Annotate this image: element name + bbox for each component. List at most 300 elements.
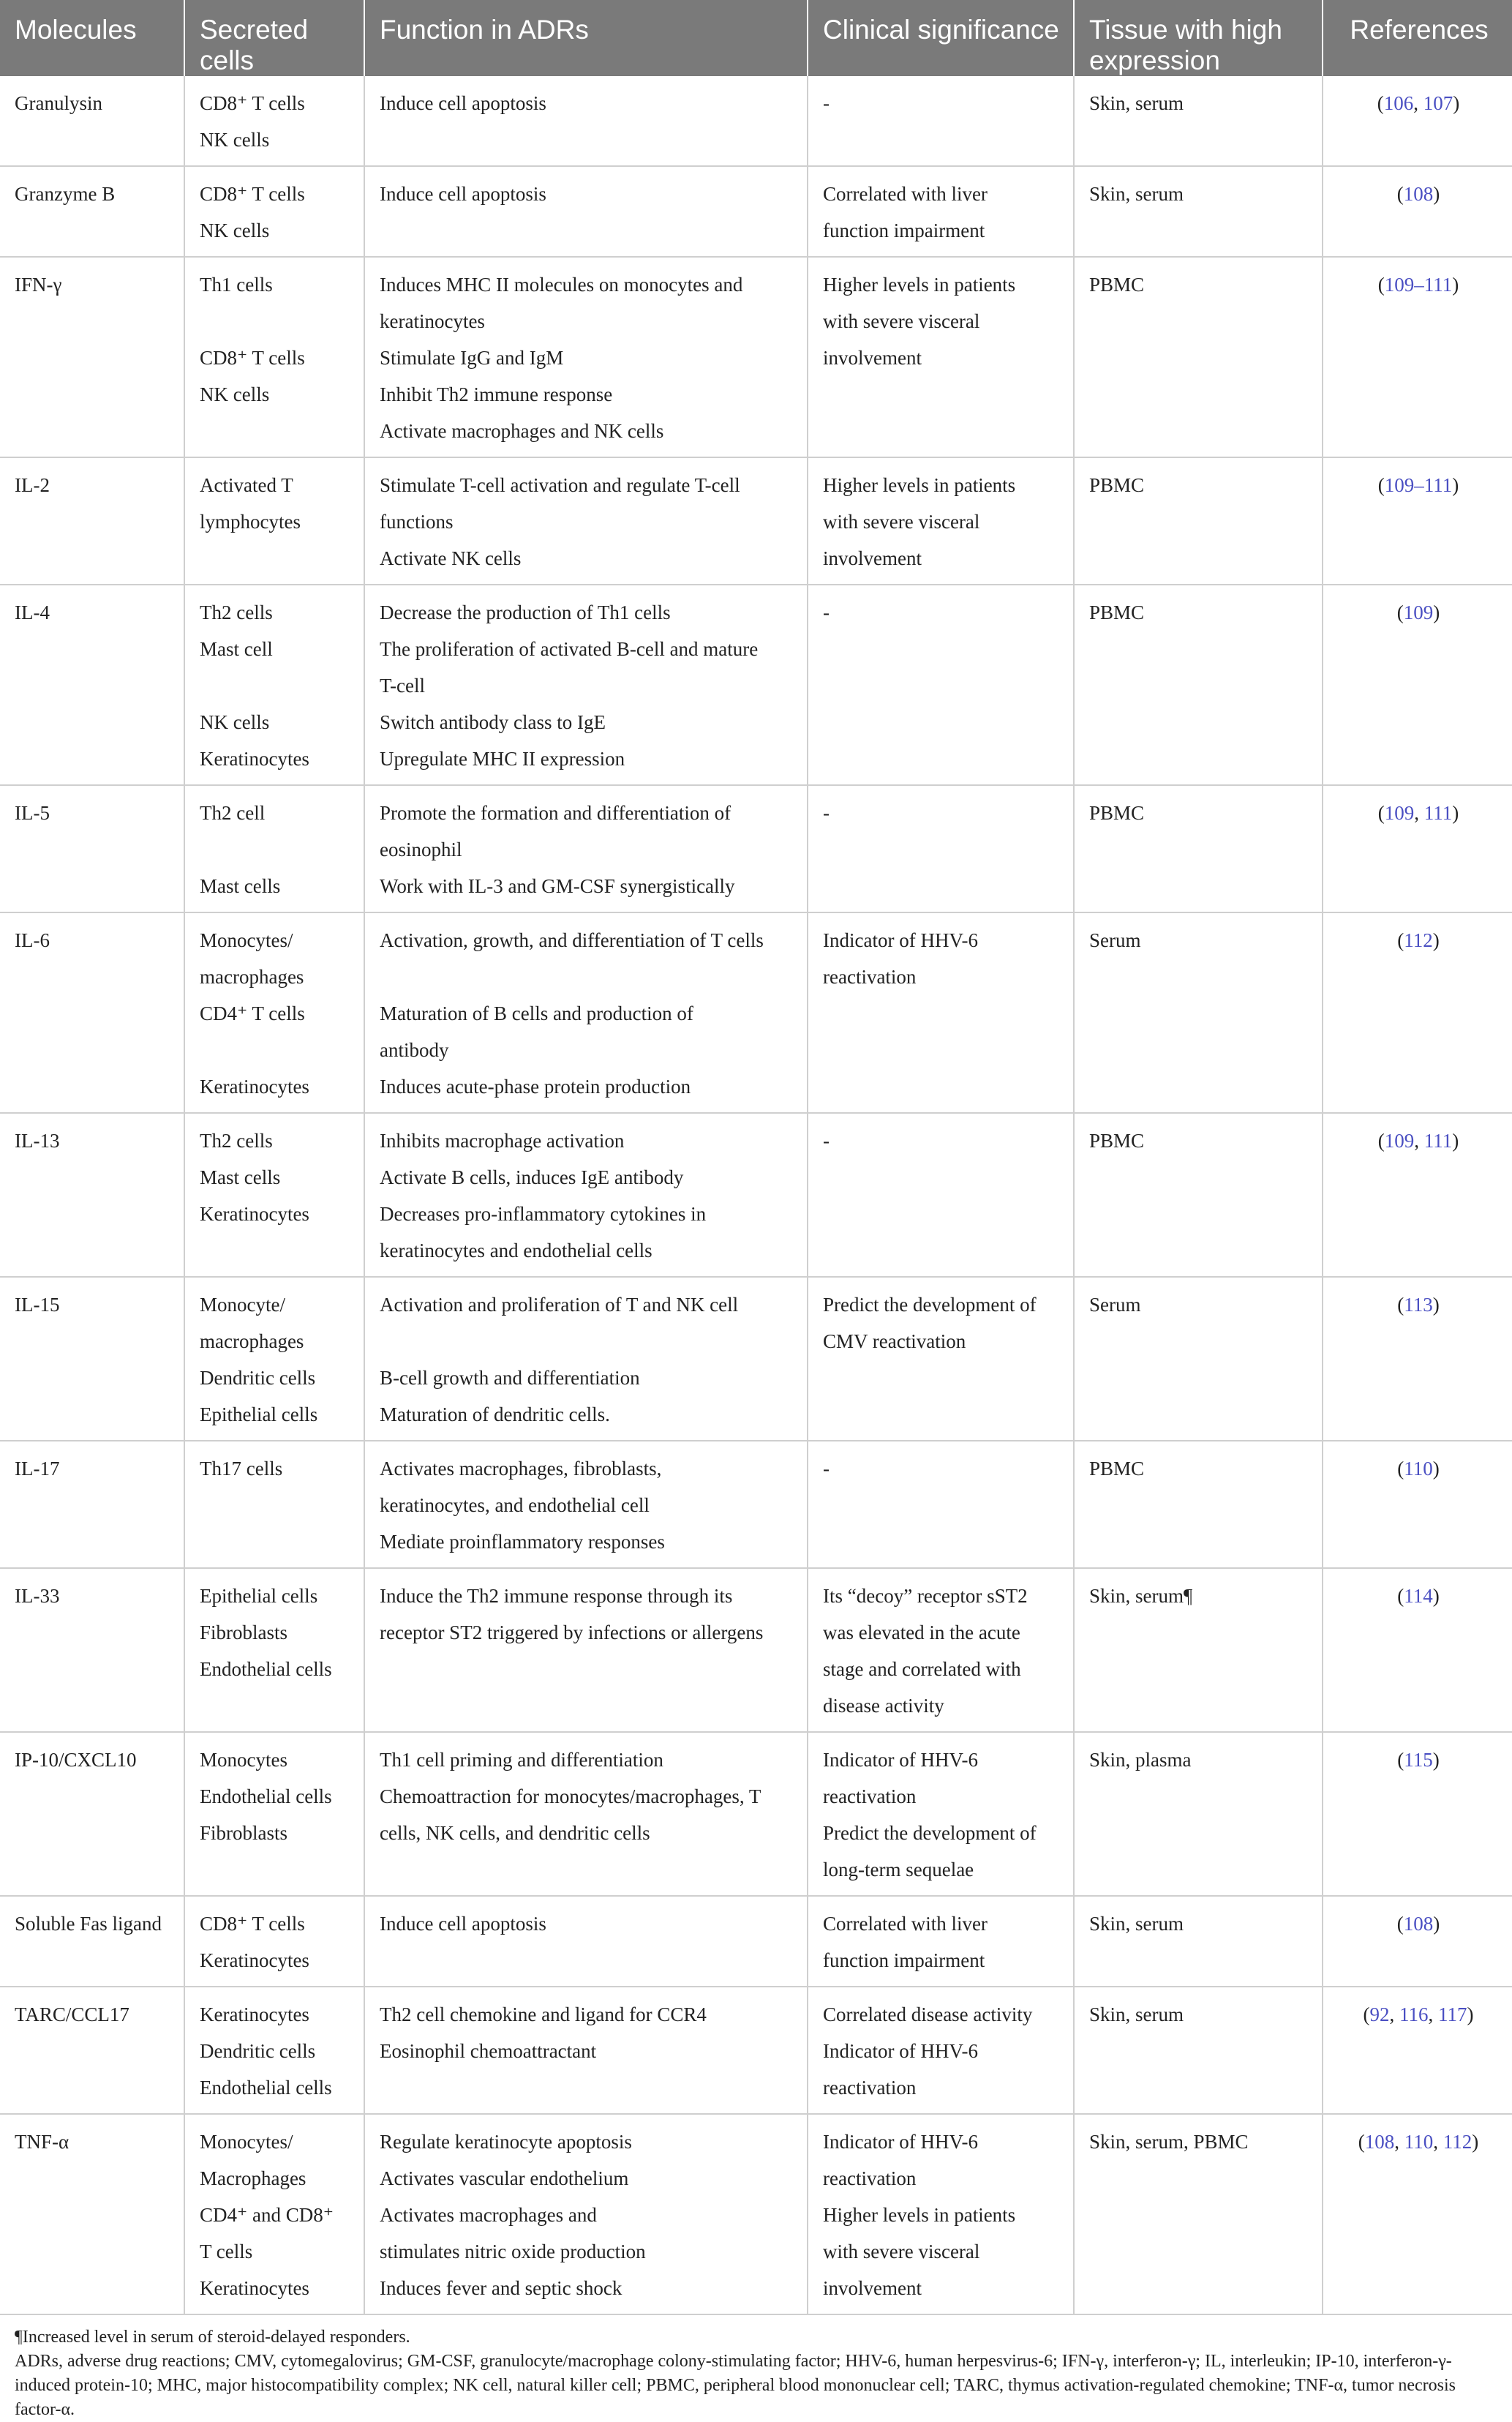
cell-molecule — [0, 585, 184, 785]
cell-secreted-cells — [184, 1441, 364, 1568]
reference-link[interactable]: 106 — [1383, 92, 1414, 114]
cell-function — [364, 912, 808, 1113]
cell-tissue — [1074, 1113, 1323, 1277]
secreted-cells-line: Epithelial cells — [200, 1403, 318, 1425]
function-line: Upregulate MHC II expression — [380, 748, 625, 770]
reference-link[interactable]: 111 — [1423, 1130, 1453, 1152]
cell-tissue — [1074, 1896, 1323, 1987]
cell-clinical-significance — [808, 1277, 1074, 1441]
function-line: Promote the formation and differentiation of — [380, 802, 731, 824]
reference-link[interactable]: 109 — [1384, 1130, 1415, 1152]
secreted-cells-line: macrophages — [200, 1330, 304, 1352]
function-line: stimulates nitric oxide production — [380, 2241, 646, 2262]
function-line: Decrease the production of Th1 cells — [380, 601, 671, 623]
secreted-cells-line — [200, 1851, 350, 1888]
table-header-row — [0, 0, 1512, 76]
table-body — [0, 76, 1512, 2314]
cell-references — [1323, 1568, 1512, 1732]
secreted-cells-line: Th2 cell — [200, 802, 266, 824]
secreted-cells-line: Keratinocytes — [200, 1076, 309, 1098]
function-line: cells, NK cells, and dendritic cells — [380, 1822, 650, 1844]
cell-secreted-cells — [184, 1277, 364, 1441]
cell-secreted-cells — [184, 1568, 364, 1732]
cell-references — [1323, 912, 1512, 1113]
clinical-significance-line: Predict the development of — [823, 1294, 1037, 1316]
molecule-name: TNF-α — [15, 2131, 69, 2153]
reference-link[interactable]: 113 — [1404, 1294, 1433, 1316]
function-line: Decreases pro-inflammatory cytokines in — [380, 1203, 707, 1225]
cell-clinical-significance — [808, 457, 1074, 585]
tissue-line: PBMC — [1089, 474, 1145, 496]
secreted-cells-line: Th1 cells — [200, 274, 273, 296]
molecule-name: IL-4 — [15, 601, 50, 623]
clinical-significance-line: involvement — [823, 547, 922, 569]
cell-tissue — [1074, 1987, 1323, 2114]
cell-function — [364, 1441, 808, 1568]
secreted-cells-line: Keratinocytes — [200, 2003, 309, 2025]
reference-link[interactable]: 109 — [1384, 802, 1415, 824]
cell-function — [364, 457, 808, 585]
table-row — [0, 457, 1512, 585]
tissue-line: Skin, serum, PBMC — [1089, 2131, 1249, 2153]
cell-secreted-cells — [184, 585, 364, 785]
secreted-cells-line: Mast cells — [200, 875, 281, 897]
function-line: Stimulate IgG and IgM — [380, 347, 564, 369]
reference-list: (108) — [1396, 183, 1440, 205]
secreted-cells-line: Dendritic cells — [200, 1367, 316, 1389]
molecule-name: IL-13 — [15, 1130, 60, 1152]
reference-link[interactable]: 116 — [1399, 2003, 1429, 2025]
cell-references — [1323, 1113, 1512, 1277]
function-line: Maturation of dendritic cells. — [380, 1403, 610, 1425]
clinical-significance-line: - — [823, 1130, 830, 1152]
function-line: Induces fever and septic shock — [380, 2277, 623, 2299]
cell-function — [364, 1987, 808, 2114]
reference-list: (109–111) — [1377, 474, 1459, 496]
molecule-name: Granulysin — [15, 92, 102, 114]
clinical-significance-line: involvement — [823, 347, 922, 369]
function-line: Chemoattraction for monocytes/macrophages, T — [380, 1785, 761, 1807]
clinical-significance-line: - — [823, 1458, 830, 1480]
secreted-cells-line: T cells — [200, 2241, 253, 2262]
table-row — [0, 785, 1512, 912]
header-clinical-significance: Clinical significance — [808, 0, 1074, 76]
cell-references — [1323, 457, 1512, 585]
cell-references — [1323, 585, 1512, 785]
cell-references — [1323, 166, 1512, 257]
cell-secreted-cells — [184, 1896, 364, 1987]
cell-clinical-significance — [808, 1568, 1074, 1732]
cell-function — [364, 257, 808, 457]
cell-molecule — [0, 1896, 184, 1987]
secreted-cells-line: Fibroblasts — [200, 1621, 288, 1643]
cell-references — [1323, 1987, 1512, 2114]
cell-references — [1323, 1732, 1512, 1896]
cell-function — [364, 1896, 808, 1987]
clinical-significance-line: long-term sequelae — [823, 1859, 974, 1881]
secreted-cells-line: Mast cells — [200, 1166, 281, 1188]
secreted-cells-line — [200, 413, 350, 449]
secreted-cells-line — [200, 540, 350, 577]
clinical-significance-line: was elevated in the acute — [823, 1621, 1020, 1643]
function-line: Activates macrophages, fibroblasts, — [380, 1458, 662, 1480]
secreted-cells-line — [200, 667, 350, 704]
function-line: Induce the Th2 immune response through its — [380, 1585, 733, 1607]
reference-list: (110) — [1397, 1458, 1440, 1480]
cell-secreted-cells — [184, 76, 364, 166]
reference-link[interactable]: 111 — [1423, 802, 1453, 824]
cell-tissue — [1074, 912, 1323, 1113]
reference-link[interactable]: 109–111 — [1384, 474, 1453, 496]
cell-molecule — [0, 1732, 184, 1896]
clinical-significance-line: Indicator of HHV-6 — [823, 929, 978, 951]
secreted-cells-line: Endothelial cells — [200, 1658, 332, 1680]
secreted-cells-line: NK cells — [200, 711, 270, 733]
clinical-significance-line: Indicator of HHV-6 — [823, 2040, 978, 2062]
table-row — [0, 1441, 1512, 1568]
table-row — [0, 2114, 1512, 2314]
clinical-significance-line: stage and correlated with — [823, 1658, 1021, 1680]
reference-list: (106, 107) — [1377, 92, 1460, 114]
function-line: keratinocytes, and endothelial cell — [380, 1494, 650, 1516]
cell-clinical-significance — [808, 785, 1074, 912]
secreted-cells-line: Monocytes — [200, 1749, 287, 1771]
function-line: functions — [380, 511, 454, 533]
function-line: Induce cell apoptosis — [380, 92, 546, 114]
cell-function — [364, 1113, 808, 1277]
cell-secreted-cells — [184, 257, 364, 457]
secreted-cells-line: Mast cell — [200, 638, 273, 660]
molecule-name: IL-17 — [15, 1458, 60, 1480]
cell-tissue — [1074, 166, 1323, 257]
reference-list: (109–111) — [1377, 274, 1459, 296]
clinical-significance-line: reactivation — [823, 2167, 917, 2189]
clinical-significance-line: CMV reactivation — [823, 1330, 966, 1352]
molecule-name: IP-10/CXCL10 — [15, 1749, 137, 1771]
secreted-cells-line: Macrophages — [200, 2167, 306, 2189]
table-row — [0, 1113, 1512, 1277]
clinical-significance-line — [823, 121, 1060, 158]
cell-secreted-cells — [184, 1113, 364, 1277]
footnote-symbol: ¶Increased level in serum of steroid-delayed responders. — [15, 2328, 410, 2347]
tissue-line: Serum — [1089, 1294, 1141, 1316]
secreted-cells-line: lymphocytes — [200, 511, 301, 533]
tissue-line: Skin, serum — [1089, 92, 1184, 114]
cell-function — [364, 785, 808, 912]
secreted-cells-line: Th2 cells — [200, 601, 273, 623]
clinical-significance-line: - — [823, 802, 830, 824]
molecule-name: IL-5 — [15, 802, 50, 824]
secreted-cells-line: Activated T — [200, 474, 293, 496]
function-line: Inhibits macrophage activation — [380, 1130, 625, 1152]
cell-clinical-significance — [808, 2114, 1074, 2314]
header-function: Function in ADRs — [364, 0, 808, 76]
cell-molecule — [0, 1568, 184, 1732]
function-line: Eosinophil chemoattractant — [380, 2040, 597, 2062]
function-line — [380, 959, 794, 995]
secreted-cells-line — [200, 1032, 350, 1068]
reference-link[interactable]: 110 — [1404, 2131, 1434, 2153]
secreted-cells-line: NK cells — [200, 129, 270, 151]
function-line: B-cell growth and differentiation — [380, 1367, 640, 1389]
clinical-significance-line: Its “decoy” receptor sST2 — [823, 1585, 1028, 1607]
cell-references — [1323, 785, 1512, 912]
table-row — [0, 257, 1512, 457]
function-line — [380, 1323, 794, 1360]
secreted-cells-line — [200, 1523, 350, 1560]
secreted-cells-line: Fibroblasts — [200, 1822, 288, 1844]
function-line: Mediate proinflammatory responses — [380, 1531, 665, 1553]
secreted-cells-line: Epithelial cells — [200, 1585, 318, 1607]
clinical-significance-line: disease activity — [823, 1695, 944, 1717]
secreted-cells-line: Monocytes/ — [200, 2131, 293, 2153]
reference-list: (108, 110, 112) — [1358, 2131, 1479, 2153]
reference-link[interactable]: 108 — [1403, 183, 1434, 205]
cell-function — [364, 1277, 808, 1441]
reference-link[interactable]: 109–111 — [1384, 274, 1453, 296]
cell-secreted-cells — [184, 1987, 364, 2114]
function-line: Activate NK cells — [380, 547, 522, 569]
secreted-cells-line: CD8⁺ T cells — [200, 92, 305, 114]
molecule-name: Granzyme B — [15, 183, 116, 205]
molecule-name: TARC/CCL17 — [15, 2003, 129, 2025]
reference-link[interactable]: 112 — [1404, 929, 1433, 951]
cell-clinical-significance — [808, 1113, 1074, 1277]
cell-clinical-significance — [808, 1896, 1074, 1987]
function-line: Th1 cell priming and differentiation — [380, 1749, 663, 1771]
cell-function — [364, 1568, 808, 1732]
tissue-line: Skin, serum — [1089, 183, 1184, 205]
header-references: References — [1323, 0, 1512, 76]
cell-tissue — [1074, 1732, 1323, 1896]
cell-molecule — [0, 1987, 184, 2114]
cell-molecule — [0, 912, 184, 1113]
secreted-cells-line: CD8⁺ T cells — [200, 183, 305, 205]
cell-secreted-cells — [184, 457, 364, 585]
reference-link[interactable]: 112 — [1443, 2131, 1472, 2153]
molecule-name: IL-2 — [15, 474, 50, 496]
clinical-significance-line: Indicator of HHV-6 — [823, 2131, 978, 2153]
function-line: Activate macrophages and NK cells — [380, 420, 664, 442]
header-molecules: Molecules — [0, 0, 184, 76]
molecule-name: IL-6 — [15, 929, 50, 951]
function-line: Maturation of B cells and production of — [380, 1002, 693, 1024]
clinical-significance-line: Correlated with liver — [823, 1913, 988, 1935]
molecule-name: IL-33 — [15, 1585, 60, 1607]
function-line — [380, 121, 794, 158]
cell-tissue — [1074, 1441, 1323, 1568]
secreted-cells-line: Endothelial cells — [200, 2077, 332, 2099]
cell-molecule — [0, 166, 184, 257]
clinical-significance-line: involvement — [823, 2277, 922, 2299]
function-line: Induces acute-phase protein production — [380, 1076, 691, 1098]
tissue-line: Skin, serum — [1089, 1913, 1184, 1935]
reference-link[interactable]: 108 — [1364, 2131, 1395, 2153]
cell-clinical-significance — [808, 585, 1074, 785]
reference-link[interactable]: 117 — [1438, 2003, 1467, 2025]
secreted-cells-line: Keratinocytes — [200, 748, 309, 770]
function-line — [380, 212, 794, 249]
table-row — [0, 166, 1512, 257]
cell-molecule — [0, 1113, 184, 1277]
cell-secreted-cells — [184, 912, 364, 1113]
function-line: Activation and proliferation of T and NK cell — [380, 1294, 739, 1316]
cell-clinical-significance — [808, 1987, 1074, 2114]
cell-secreted-cells — [184, 166, 364, 257]
cell-tissue — [1074, 1568, 1323, 1732]
function-line: The proliferation of activated B-cell and mature — [380, 638, 759, 660]
cell-clinical-significance — [808, 257, 1074, 457]
secreted-cells-line: Keratinocytes — [200, 1949, 309, 1971]
header-secreted-cells: Secreted cells — [184, 0, 364, 76]
cell-references — [1323, 1441, 1512, 1568]
reference-link[interactable]: 107 — [1423, 92, 1453, 114]
cell-references — [1323, 257, 1512, 457]
cell-function — [364, 585, 808, 785]
header-tissue: Tissue with high expression — [1074, 0, 1323, 76]
cell-references — [1323, 76, 1512, 166]
reference-list: (115) — [1397, 1749, 1440, 1771]
cell-clinical-significance — [808, 1732, 1074, 1896]
molecule-name: IL-15 — [15, 1294, 60, 1316]
reference-list: (112) — [1397, 929, 1440, 951]
tissue-line: PBMC — [1089, 601, 1145, 623]
cell-tissue — [1074, 1277, 1323, 1441]
function-line: Work with IL-3 and GM-CSF synergistically — [380, 875, 735, 897]
cell-molecule — [0, 785, 184, 912]
cell-tissue — [1074, 785, 1323, 912]
tissue-line: Skin, serum — [1089, 2003, 1184, 2025]
secreted-cells-line: Th2 cells — [200, 1130, 273, 1152]
function-line: T-cell — [380, 675, 425, 697]
clinical-significance-line: - — [823, 601, 830, 623]
cell-clinical-significance — [808, 912, 1074, 1113]
secreted-cells-line: CD4⁺ T cells — [200, 1002, 305, 1024]
reference-list: (92, 116, 117) — [1363, 2003, 1474, 2025]
tissue-line: Skin, serum¶ — [1089, 1585, 1193, 1607]
clinical-significance-line: Indicator of HHV-6 — [823, 1749, 978, 1771]
cell-secreted-cells — [184, 2114, 364, 2314]
cell-references — [1323, 1896, 1512, 1987]
tissue-line: PBMC — [1089, 802, 1145, 824]
cell-references — [1323, 1277, 1512, 1441]
secreted-cells-line: macrophages — [200, 966, 304, 988]
secreted-cells-line — [200, 1687, 350, 1724]
tissue-line: Skin, plasma — [1089, 1749, 1192, 1771]
secreted-cells-line: Monocyte/ — [200, 1294, 285, 1316]
cell-molecule — [0, 457, 184, 585]
secreted-cells-line: Th17 cells — [200, 1458, 283, 1480]
secreted-cells-line — [200, 831, 350, 868]
reference-list: (109, 111) — [1377, 802, 1459, 824]
molecule-name: Soluble Fas ligand — [15, 1913, 162, 1935]
cell-tissue — [1074, 585, 1323, 785]
cell-molecule — [0, 257, 184, 457]
function-line: Inhibit Th2 immune response — [380, 383, 613, 405]
secreted-cells-line — [200, 303, 350, 340]
cell-references — [1323, 2114, 1512, 2314]
cell-clinical-significance — [808, 76, 1074, 166]
table-row — [0, 1277, 1512, 1441]
table-row — [0, 1896, 1512, 1987]
clinical-significance-line: Predict the development of — [823, 1822, 1037, 1844]
clinical-significance-line: with severe visceral — [823, 310, 980, 332]
table-row — [0, 76, 1512, 166]
table-row — [0, 912, 1512, 1113]
cell-molecule — [0, 2114, 184, 2314]
function-line: Activation, growth, and differentiation of T cells — [380, 929, 764, 951]
reference-link[interactable]: 109 — [1403, 601, 1434, 623]
secreted-cells-line — [200, 1487, 350, 1523]
function-line: Activate B cells, induces IgE antibody — [380, 1166, 684, 1188]
table-row — [0, 1987, 1512, 2114]
function-line: receptor ST2 triggered by infections or allergens — [380, 1621, 764, 1643]
table-footnotes — [0, 2315, 1512, 2422]
reference-link[interactable]: 92 — [1369, 2003, 1390, 2025]
tissue-line: PBMC — [1089, 1130, 1145, 1152]
cell-clinical-significance — [808, 1441, 1074, 1568]
secreted-cells-line: Keratinocytes — [200, 2277, 309, 2299]
function-line: Stimulate T-cell activation and regulate T-cell — [380, 474, 740, 496]
reference-list: (108) — [1396, 1913, 1440, 1935]
reference-link[interactable]: 108 — [1403, 1913, 1434, 1935]
function-line: antibody — [380, 1039, 449, 1061]
secreted-cells-line: NK cells — [200, 220, 270, 241]
footnote-abbreviations: ADRs, adverse drug reactions; CMV, cytomegalovirus; GM-CSF, granulocyte/macrophage colony-stimulating factor; HHV-6, human herpesvirus-6; IFN-γ, interferon-γ; IL, interleukin; IP-10, interferon-γ-induced protein-10; MHC, major histocompatibility complex; NK cell, natural killer cell; PBMC, peripheral blood mononuclear cell; TARC, thymus activation-regulated chemokine; TNF-α, tumor necrosis factor-α. — [15, 2352, 1456, 2419]
cell-clinical-significance — [808, 166, 1074, 257]
clinical-significance-line: Higher levels in patients — [823, 2204, 1016, 2226]
function-line: Induces MHC II molecules on monocytes and — [380, 274, 743, 296]
tissue-line: PBMC — [1089, 274, 1145, 296]
reference-link[interactable]: 115 — [1404, 1749, 1433, 1771]
clinical-significance-line: Correlated disease activity — [823, 2003, 1033, 2025]
clinical-significance-line: with severe visceral — [823, 511, 980, 533]
cell-molecule — [0, 76, 184, 166]
clinical-significance-line: - — [823, 92, 830, 114]
clinical-significance-line: with severe visceral — [823, 2241, 980, 2262]
function-line: Activates vascular endothelium — [380, 2167, 629, 2189]
function-line: eosinophil — [380, 839, 462, 861]
reference-link[interactable]: 110 — [1404, 1458, 1433, 1480]
cell-secreted-cells — [184, 1732, 364, 1896]
function-line: Regulate keratinocyte apoptosis — [380, 2131, 632, 2153]
function-line: Th2 cell chemokine and ligand for CCR4 — [380, 2003, 707, 2025]
secreted-cells-line: Dendritic cells — [200, 2040, 316, 2062]
cell-secreted-cells — [184, 785, 364, 912]
reference-link[interactable]: 114 — [1404, 1585, 1433, 1607]
secreted-cells-line: CD4⁺ and CD8⁺ — [200, 2204, 334, 2226]
cell-molecule — [0, 1277, 184, 1441]
cell-function — [364, 166, 808, 257]
tissue-line: Serum — [1089, 929, 1141, 951]
clinical-significance-line: Higher levels in patients — [823, 474, 1016, 496]
function-line: Switch antibody class to IgE — [380, 711, 606, 733]
function-line: Activates macrophages and — [380, 2204, 597, 2226]
table-row — [0, 1568, 1512, 1732]
function-line: keratinocytes and endothelial cells — [380, 1240, 652, 1261]
cell-function — [364, 1732, 808, 1896]
secreted-cells-line: CD8⁺ T cells — [200, 347, 305, 369]
tissue-line: PBMC — [1089, 1458, 1145, 1480]
reference-list: (109, 111) — [1377, 1130, 1459, 1152]
secreted-cells-line: CD8⁺ T cells — [200, 1913, 305, 1935]
cell-function — [364, 2114, 808, 2314]
secreted-cells-line: Monocytes/ — [200, 929, 293, 951]
secreted-cells-line: Keratinocytes — [200, 1203, 309, 1225]
clinical-significance-line: Higher levels in patients — [823, 274, 1016, 296]
function-line: Induce cell apoptosis — [380, 183, 546, 205]
cell-molecule — [0, 1441, 184, 1568]
